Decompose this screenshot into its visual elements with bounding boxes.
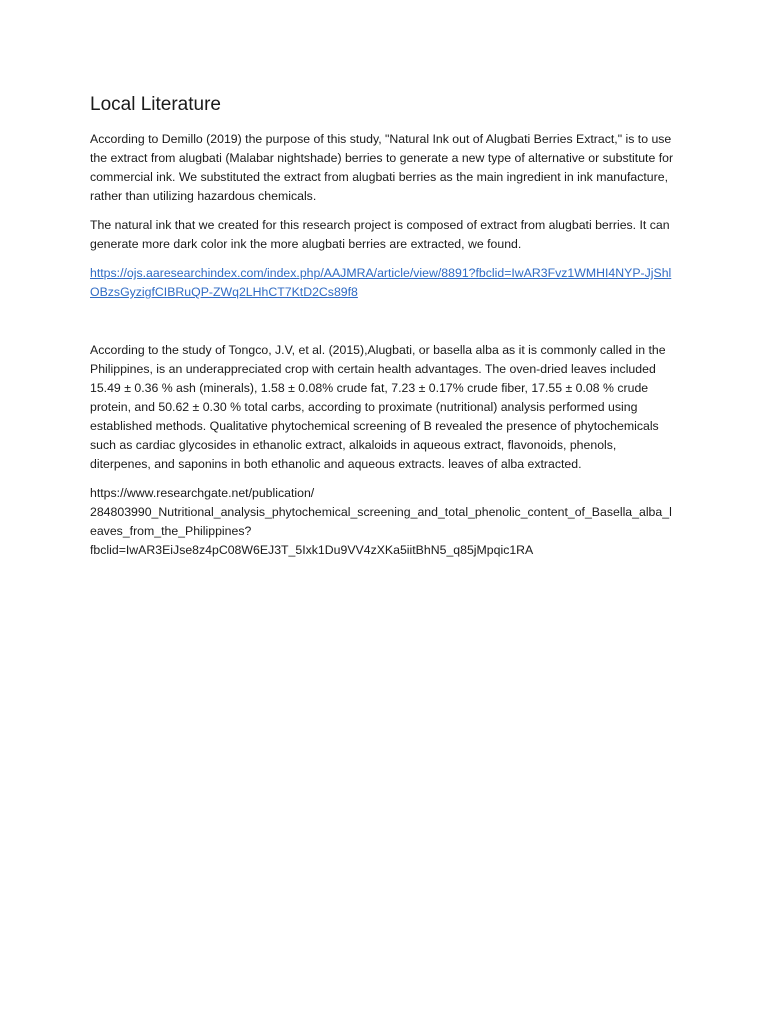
- blank-line: [90, 312, 678, 341]
- section-heading: Local Literature: [90, 94, 221, 115]
- url-line-2: 284803990_Nutritional_analysis_phytochemical_screening_and_total_phenolic_content_of_Basella_alba_leaves_from_the_Philippines?: [90, 505, 672, 538]
- paragraph-natural-ink: The natural ink that we created for this research project is composed of extract from alugbati berries. It can generate more dark color ink the more alugbati berries are extracted, we found.: [90, 218, 670, 251]
- document-page: [90, 92, 678, 560]
- paragraph-tongco: According to the study of Tongco, J.V, et al. (2015),Alugbati, or basella alba as it is commonly called in the Philippines, is an underappreciated crop with certain health advantages. The oven-dried leaves included 15.49 ± 0.36 % ash (minerals), 1.58 ± 0.08% crude fat, 7.23 ± 0.17% crude fiber, 17.55 ± 0.08 % crude protein, and 50.62 ± 0.30 % total carbs, according to proximate (nutritional) analysis performed using established methods. Qualitative phytochemical screening of B revealed the presence of phytochemicals such as cardiac glycosides in ethanolic extract, alkaloids in aqueous extract, flavonoids, phenols, diterpenes, and saponins in both ethanolic and aqueous extracts. leaves of alba extracted.: [90, 343, 666, 471]
- reference-link-aaresearchindex[interactable]: https://ojs.aaresearchindex.com/index.php/AAJMRA/article/view/8891?fbclid=IwAR3Fvz1WMHI4NYP-JjShlOBzsGyzigfCIBRuQP-ZWq2LHhCT7KtD2Cs89f8: [90, 266, 672, 299]
- reference-url-researchgate: [90, 484, 678, 560]
- url-line-3: fbclid=IwAR3EiJse8z4pC08W6EJ3T_5Ixk1Du9VV4zXKa5iitBhN5_q85jMpqic1RA: [90, 543, 534, 557]
- paragraph-demillo: According to Demillo (2019) the purpose of this study, "Natural Ink out of Alugbati Berries Extract," is to use the extract from alugbati (Malabar nightshade) berries to generate a new type of alternative or substitute for commercial ink. We substituted the extract from alugbati berries as the main ingredient in ink manufacture, rather than utilizing hazardous chemicals.: [90, 132, 674, 203]
- url-line-1: https://www.researchgate.net/publication/: [90, 486, 315, 500]
